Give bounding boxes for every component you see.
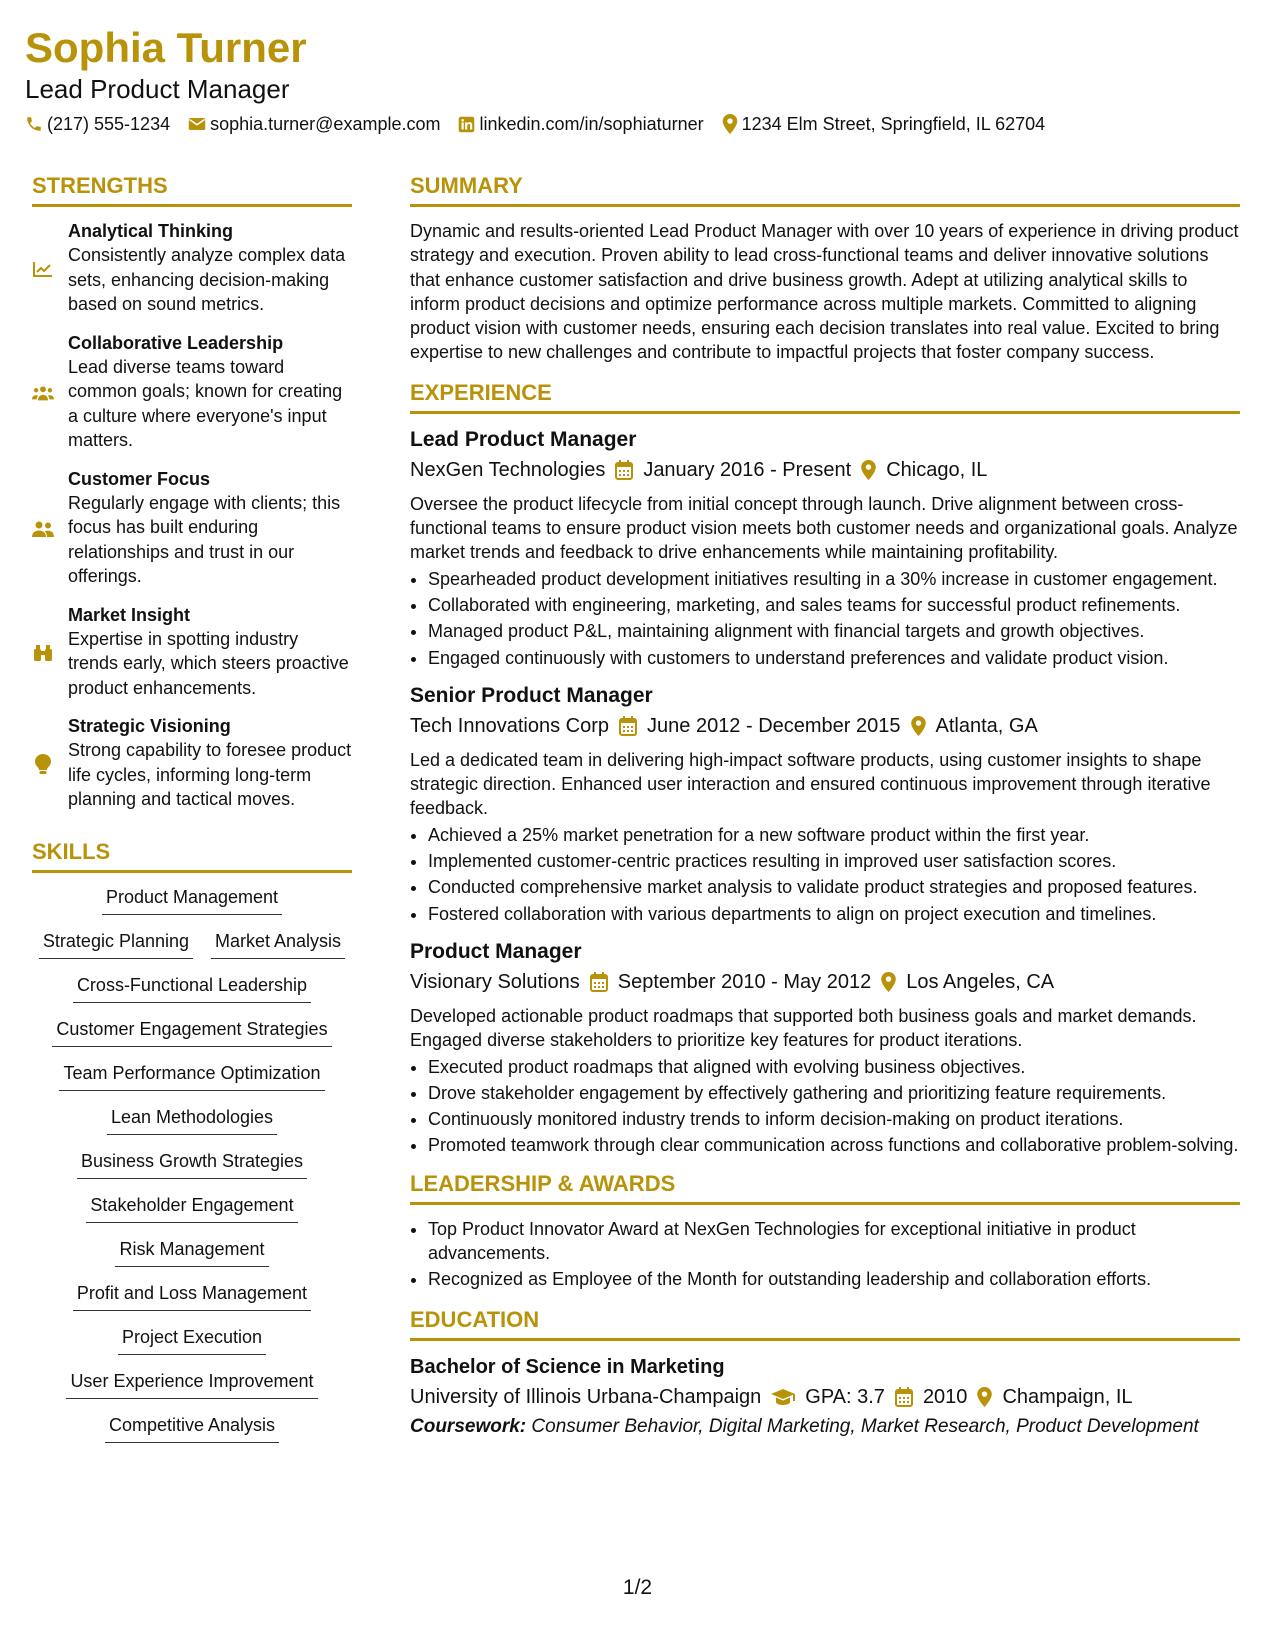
awards-list bbox=[410, 1217, 1240, 1292]
degree-title: Bachelor of Science in Marketing bbox=[410, 1355, 725, 1378]
gpa-text: GPA: 3.7 bbox=[805, 1385, 885, 1408]
users-icon bbox=[32, 331, 54, 453]
job-bullet: • Engaged continuously with customers to understand preferences and validate product vision. bbox=[428, 646, 1240, 670]
skill-tag: Project Execution bbox=[118, 1325, 266, 1355]
calendar-icon bbox=[615, 460, 633, 480]
skill-tag: Market Analysis bbox=[211, 929, 345, 959]
job-meta bbox=[410, 454, 1240, 486]
job-bullet: • Collaborated with engineering, marketing, and sales teams for successful product refinements. bbox=[428, 593, 1240, 617]
contact-linkedin[interactable] bbox=[458, 112, 703, 136]
job-dates: June 2012 - December 2015 bbox=[647, 714, 901, 737]
strength-title: Customer Focus bbox=[68, 468, 211, 489]
contact-email[interactable] bbox=[188, 112, 440, 136]
job-title: Senior Product Manager bbox=[410, 683, 653, 707]
chart-line-icon bbox=[32, 219, 54, 317]
job-title: Lead Product Manager bbox=[410, 427, 637, 451]
job-bullets bbox=[410, 567, 1240, 670]
candidate-name: Sophia Turner bbox=[25, 24, 307, 71]
map-pin-icon bbox=[911, 716, 926, 736]
skill-row bbox=[32, 885, 352, 915]
education-meta bbox=[410, 1381, 1240, 1413]
job-bullet: • Continuously monitored industry trends to inform decision-making on product iterations. bbox=[428, 1107, 1240, 1131]
calendar-icon bbox=[590, 972, 608, 992]
job-bullet: • Managed product P&L, maintaining alignment with financial targets and growth objectives. bbox=[428, 619, 1240, 643]
strength-title: Collaborative Leadership bbox=[68, 332, 284, 353]
right-column bbox=[410, 172, 1240, 1441]
lightbulb-icon bbox=[32, 714, 54, 812]
job-bullets bbox=[410, 823, 1240, 926]
graduation-cap-icon bbox=[771, 1388, 795, 1406]
skill-tag: Business Growth Strategies bbox=[77, 1149, 307, 1179]
skills-list bbox=[32, 885, 352, 1457]
skill-tag: Competitive Analysis bbox=[105, 1413, 279, 1443]
experience-heading: EXPERIENCE bbox=[410, 379, 1240, 414]
binoculars-icon bbox=[32, 603, 54, 701]
skill-tag: Profit and Loss Management bbox=[73, 1281, 311, 1311]
contact-bar bbox=[25, 112, 1250, 136]
job-bullet: • Spearheaded product development initiatives resulting in a 30% increase in customer engagement. bbox=[428, 567, 1240, 591]
skill-tag: User Experience Improvement bbox=[66, 1369, 317, 1399]
strength-item bbox=[32, 331, 352, 453]
contact-phone bbox=[25, 112, 170, 136]
job-meta bbox=[410, 710, 1240, 742]
phone-text: (217) 555-1234 bbox=[47, 114, 171, 134]
job-location: Atlanta, GA bbox=[935, 714, 1038, 737]
linkedin-icon bbox=[458, 116, 475, 133]
job-dates: September 2010 - May 2012 bbox=[617, 970, 872, 993]
user-group-icon bbox=[32, 467, 54, 589]
candidate-role: Lead Product Manager bbox=[25, 74, 290, 104]
job-description: Oversee the product lifecycle from initial concept through launch. Drive alignment between cross-functional teams to ensure product vision meets both customer needs and organizational goals. Analyze market trends and feedback to drive enhancements while maintaining profitability. bbox=[410, 493, 1238, 563]
job-bullet: • Fostered collaboration with various departments to align on project execution and timelines. bbox=[428, 902, 1240, 926]
calendar-icon bbox=[895, 1387, 913, 1407]
page-number: 1/2 bbox=[622, 1576, 653, 1599]
job-bullet: • Implemented customer-centric practices resulting in improved user satisfaction scores. bbox=[428, 849, 1240, 873]
strength-desc: Expertise in spotting industry trends early, which steers proactive product enhancements. bbox=[68, 628, 349, 698]
skill-tag: Strategic Planning bbox=[39, 929, 193, 959]
skills-heading: SKILLS bbox=[32, 838, 352, 873]
school-name: University of Illinois Urbana-Champaign bbox=[410, 1385, 762, 1408]
summary-text: Dynamic and results-oriented Lead Product Manager with over 10 years of experience in driving product strategy and execution. Proven ability to lead cross-functional teams and deliver innovative solutions that enhance customer satisfaction and drive business growth. Adept at utilizing analytical skills to inform product decisions and optimize performance across multiple markets. Committed to aligning product vision with customer needs, ensuring each decision translates into real value. Excited to bring expertise to new challenges and contribute to impactful projects that foster company success. bbox=[410, 221, 1239, 363]
contact-address bbox=[722, 112, 1046, 136]
calendar-icon bbox=[619, 716, 637, 736]
education-heading: EDUCATION bbox=[410, 1306, 1240, 1341]
graduation-year: 2010 bbox=[922, 1385, 968, 1408]
skill-tag: Cross-Functional Leadership bbox=[73, 973, 311, 1003]
job-bullet: • Drove stakeholder engagement by effectively gathering and prioritizing feature requirements. bbox=[428, 1081, 1240, 1105]
strengths-heading: STRENGTHS bbox=[32, 172, 352, 207]
strength-item bbox=[32, 603, 352, 701]
envelope-icon bbox=[188, 116, 206, 132]
job-bullets bbox=[410, 1055, 1240, 1158]
map-pin-icon bbox=[722, 114, 738, 134]
award-item: • Top Product Innovator Award at NexGen Technologies for exceptional initiative in product advancements. bbox=[428, 1217, 1240, 1266]
job-company: Tech Innovations Corp bbox=[410, 714, 610, 737]
job-bullet: • Achieved a 25% market penetration for a new software product within the first year. bbox=[428, 823, 1240, 847]
map-pin-icon bbox=[881, 972, 896, 992]
awards-heading: LEADERSHIP & AWARDS bbox=[410, 1170, 1240, 1205]
email-text[interactable]: sophia.turner@example.com bbox=[210, 114, 441, 134]
strength-desc: Lead diverse teams toward common goals; known for creating a culture where everyone's input matters. bbox=[68, 356, 343, 450]
strength-item bbox=[32, 219, 352, 317]
strength-desc: Strong capability to foresee product life cycles, informing long-term planning and tactical moves. bbox=[68, 740, 352, 809]
skill-tag: Team Performance Optimization bbox=[59, 1061, 324, 1091]
map-pin-icon bbox=[861, 460, 876, 480]
linkedin-text[interactable]: linkedin.com/in/sophiaturner bbox=[479, 114, 704, 134]
coursework-label: Coursework: bbox=[410, 1415, 527, 1437]
school-location: Champaign, IL bbox=[1002, 1385, 1133, 1408]
job-description: Developed actionable product roadmaps that supported both business goals and market demands. Engaged diverse stakeholders to prioritize key features for product iterations. bbox=[410, 1005, 1197, 1051]
left-column bbox=[32, 172, 352, 1457]
job-title: Product Manager bbox=[410, 939, 582, 963]
phone-icon bbox=[25, 115, 43, 133]
resume-header bbox=[25, 22, 1250, 136]
coursework bbox=[410, 1413, 1240, 1441]
job-company: NexGen Technologies bbox=[410, 458, 606, 481]
skill-tag: Risk Management bbox=[115, 1237, 268, 1267]
strength-item bbox=[32, 467, 352, 589]
job-bullet: • Promoted teamwork through clear communication across functions and collaborative problem-solving. bbox=[428, 1133, 1240, 1157]
coursework-list: Consumer Behavior, Digital Marketing, Market Research, Product Development bbox=[531, 1415, 1199, 1437]
job-entry bbox=[410, 426, 1240, 670]
map-pin-icon bbox=[977, 1387, 992, 1407]
job-dates: January 2016 - Present bbox=[643, 458, 852, 481]
skill-tag: Customer Engagement Strategies bbox=[52, 1017, 331, 1047]
strength-title: Analytical Thinking bbox=[68, 221, 234, 241]
award-item: • Recognized as Employee of the Month for outstanding leadership and collaboration efforts. bbox=[428, 1267, 1240, 1291]
job-bullet: • Conducted comprehensive market analysis to validate product strategies and proposed features. bbox=[428, 875, 1240, 899]
job-company: Visionary Solutions bbox=[410, 970, 580, 993]
strength-desc: Regularly engage with clients; this focus has built enduring relationships and trust in our offerings. bbox=[68, 492, 341, 586]
skill-tag: Product Management bbox=[102, 885, 282, 915]
job-description: Led a dedicated team in delivering high-impact software products, using customer insights to shape strategic direction. Enhanced user interaction and ensured continuous improvement through iterative feedback. bbox=[410, 749, 1211, 819]
job-location: Los Angeles, CA bbox=[906, 970, 1055, 993]
strength-desc: Consistently analyze complex data sets, enhancing decision-making based on sound metrics. bbox=[68, 245, 346, 314]
strength-title: Market Insight bbox=[68, 604, 191, 625]
job-entry bbox=[410, 682, 1240, 926]
summary-heading: SUMMARY bbox=[410, 172, 1240, 207]
strength-title: Strategic Visioning bbox=[68, 716, 231, 736]
job-meta bbox=[410, 966, 1240, 998]
skill-tag: Stakeholder Engagement bbox=[86, 1193, 297, 1223]
address-text: 1234 Elm Street, Springfield, IL 62704 bbox=[741, 114, 1046, 134]
job-entry bbox=[410, 938, 1240, 1158]
strength-item bbox=[32, 714, 352, 812]
skill-tag: Lean Methodologies bbox=[107, 1105, 277, 1135]
job-bullet: • Executed product roadmaps that aligned with evolving business objectives. bbox=[428, 1055, 1240, 1079]
job-location: Chicago, IL bbox=[886, 458, 988, 481]
